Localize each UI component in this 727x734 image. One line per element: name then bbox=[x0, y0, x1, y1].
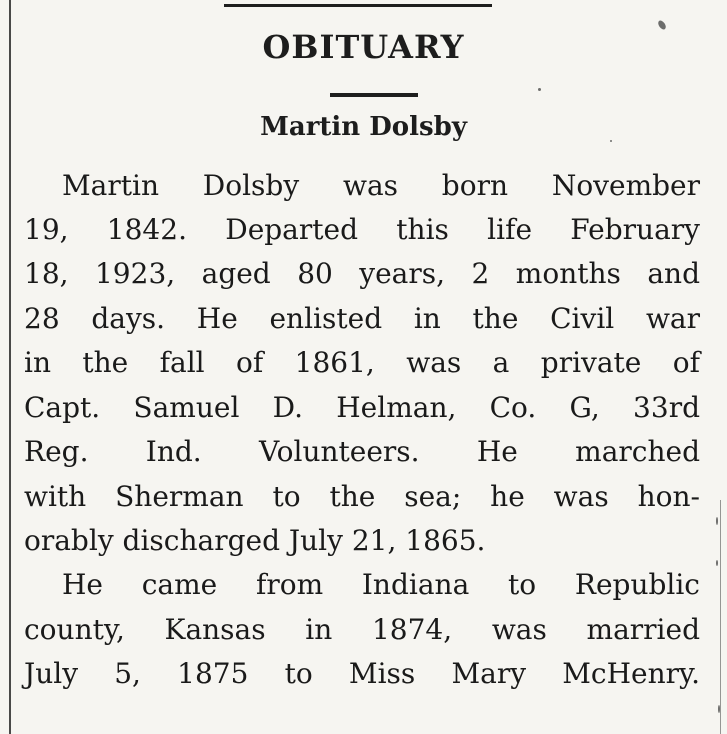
obituary-heading: OBITUARY bbox=[262, 28, 465, 66]
ink-speck bbox=[716, 517, 718, 525]
deceased-name: Martin Dolsby bbox=[260, 112, 467, 142]
body-line: county, Kansas in 1874, was married bbox=[24, 613, 700, 646]
clipping-right-edge bbox=[720, 500, 721, 734]
clipping-left-edge bbox=[9, 0, 11, 734]
body-line: in the fall of 1861, was a private of bbox=[24, 346, 700, 379]
ink-speck bbox=[718, 705, 720, 713]
ink-speck bbox=[610, 140, 612, 142]
ink-speck bbox=[716, 560, 718, 566]
body-line: He came from Indiana to Republic bbox=[62, 568, 700, 601]
body-line: 18, 1923, aged 80 years, 2 months and bbox=[24, 257, 700, 290]
top-rule bbox=[224, 4, 492, 7]
ink-speck bbox=[538, 88, 541, 91]
heading-rule bbox=[330, 93, 418, 97]
body-line: Capt. Samuel D. Helman, Co. G, 33rd bbox=[24, 391, 700, 424]
body-line: orably discharged July 21, 1865. bbox=[24, 524, 486, 557]
body-line: 19, 1842. Departed this life February bbox=[24, 213, 700, 246]
body-line: Martin Dolsby was born November bbox=[62, 169, 700, 202]
body-line: with Sherman to the sea; he was hon- bbox=[24, 480, 700, 513]
body-line: July 5, 1875 to Miss Mary McHenry. bbox=[24, 657, 700, 690]
body-line: 28 days. He enlisted in the Civil war bbox=[24, 302, 700, 335]
body-line: Reg. Ind. Volunteers. He marched bbox=[24, 435, 700, 468]
